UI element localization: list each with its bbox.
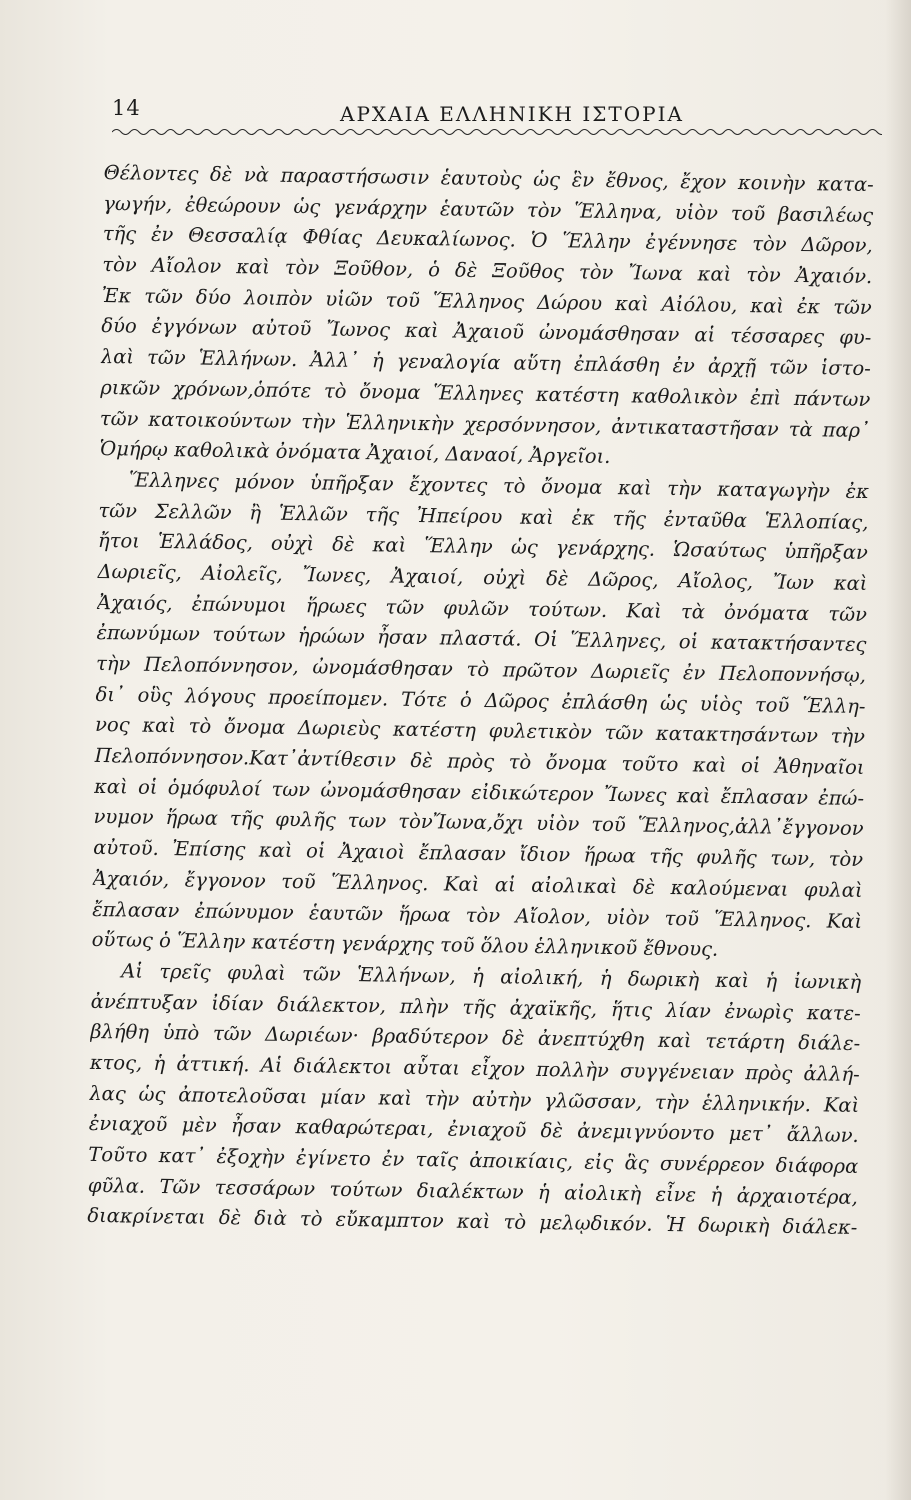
- text-line: Ἀχαιόν, ἔγγονον τοῦ Ἕλληνος. Καὶ αἱ αἰολικαὶ δὲ καλούμεναι φυλαὶ: [92, 866, 863, 902]
- text-line: λαὶ τῶν Ἑλλήνων. Ἀλλ᾽ ἡ γεναλογία αὕτη ἐπλάσθη ἐν ἀρχῇ τῶν ἱστο-: [100, 345, 871, 381]
- running-title: ΑΡΧΑΙΑ ΕΛΛΗΝΙΚΗ ΙΣΤΟΡΙΑ: [340, 102, 684, 126]
- body-text: [87, 158, 874, 1244]
- text-line: Πελοπόννησον.Κατ᾽ἀντίθεσιν δὲ πρὸς τὸ ὄνομα τοῦτο καὶ οἱ Ἀθηναῖοι: [94, 743, 865, 780]
- text-line: Θέλοντες δὲ νὰ παραστήσωσιν ἑαυτοὺς ὡς ἓν ἔθνος, ἔχον κοινὴν κατα-: [103, 160, 874, 197]
- text-line: ἔπλασαν ἐπώνυμον ἑαυτῶν ἥρωα τὸν Αἴολον, υἱὸν τοῦ Ἕλληνος. Καὶ: [92, 897, 863, 933]
- text-line: Αἱ τρεῖς φυλαὶ τῶν Ἑλλήνων, ἡ αἰολική, ἡ δωρικὴ καὶ ἡ ἰωνικὴ: [121, 959, 862, 994]
- text-line: νος καὶ τὸ ὄνομα Δωριεὺς κατέστη φυλετικὸν τῶν κατακτησάντων τὴν: [94, 713, 866, 749]
- text-line: νυμον ἥρωα τῆς φυλῆς των τὸνἼωνα,ὄχι υἱὸν τοῦ Ἕλληνος,ἀλλ᾽ἔγγονον: [93, 805, 864, 841]
- text-line: ρικῶν χρόνων,ὁπότε τὸ ὄνομα Ἕλληνες κατέστη καθολικὸν ἐπὶ πάντων: [100, 375, 871, 411]
- text-line: Ἐκ τῶν δύο λοιπὸν υἱῶν τοῦ Ἕλληνος Δώρου καὶ Αἰόλου, καὶ ἐκ τῶν: [101, 283, 872, 319]
- page-header: [108, 96, 888, 128]
- text-line: βλήθη ὑπὸ τῶν Δωριέων· βραδύτερον δὲ ἀνεπτύχθη καὶ τετάρτη διάλε-: [90, 1020, 861, 1056]
- text-line: διακρίνεται δὲ διὰ τὸ εὔκαμπτον καὶ τὸ μελῳδικόν. Ἡ δωρικὴ διάλεκ-: [87, 1204, 858, 1240]
- text-line: Δωριεῖς, Αἰολεῖς, Ἴωνες, Ἀχαιοί, οὐχὶ δὲ Δῶρος, Αἴολος, Ἴων καὶ: [97, 559, 868, 595]
- text-line: καὶ οἱ ὁμόφυλοί των ὠνομάσθησαν εἰδικώτερον Ἴωνες καὶ ἔπλασαν ἐπώ-: [93, 774, 865, 810]
- text-line: Ἀχαιός, ἐπώνυμοι ἥρωες τῶν φυλῶν τούτων. Καὶ τὰ ὀνόματα τῶν: [96, 590, 868, 626]
- text-line: τῆς ἐν Θεσσαλίᾳ Φθίας Δευκαλίωνος. Ὁ Ἕλλην ἐγέννησε τὸν Δῶρον,: [102, 222, 873, 258]
- text-line: δύο ἐγγόνων αὐτοῦ Ἴωνος καὶ Ἀχαιοῦ ὠνομάσθησαν αἱ τέσσαρες φυ-: [101, 314, 872, 350]
- text-line: τῶν κατοικούντων τὴν Ἑλληνικὴν χερσόννησον, ἀντικαταστῆσαν τὰ παρ᾽: [99, 406, 871, 442]
- text-line: Ἕλληνες μόνον ὑπῆρξαν ἔχοντες τὸ ὄνομα καὶ τὴν καταγωγὴν ἐκ: [128, 468, 870, 503]
- text-line: γωγήν, ἐθεώρουν ὡς γενάρχην ἑαυτῶν τὸν Ἕλληνα, υἱὸν τοῦ βασιλέως: [103, 191, 874, 227]
- text-line: λας ὡς ἀποτελοῦσαι μίαν καὶ τὴν αὐτὴν γλῶσσαν, τὴν ἑλληνικήν. Καὶ: [89, 1081, 860, 1117]
- text-line: ἐπωνύμων τούτων ἡρώων ἦσαν πλαστά. Οἱ Ἕλληνες, οἱ κατακτήσαντες: [96, 621, 867, 657]
- text-line: οὕτως ὁ Ἕλλην κατέστη γενάρχης τοῦ ὅλου ἑλληνικοῦ ἔθνους.: [91, 928, 719, 961]
- text-line: ἐνιαχοῦ μὲν ἦσαν καθαρώτεραι, ἐνιαχοῦ δὲ ἀνεμιγνύοντο μετ᾽ ἄλλων.: [88, 1112, 859, 1148]
- text-line: τὴν Πελοπόννησον, ὠνομάσθησαν τὸ πρῶτον Δωριεῖς ἐν Πελοποννήσῳ,: [95, 651, 867, 688]
- text-line: τῶν Σελλῶν ἢ Ἑλλῶν τῆς Ἠπείρου καὶ ἐκ τῆς ἐνταῦθα Ἑλλοπίας,: [98, 498, 869, 534]
- text-line: Ὁμήρῳ καθολικὰ ὀνόματα Ἀχαιοί, Δαναοί, Ἀργεῖοι.: [99, 437, 611, 469]
- text-line: αὐτοῦ. Ἐπίσης καὶ οἱ Ἀχαιοὶ ἔπλασαν ἴδιον ἥρωα τῆς φυλῆς των, τὸν: [92, 836, 864, 872]
- text-line: ἀνέπτυξαν ἰδίαν διάλεκτον, πλὴν τῆς ἀχαϊκῆς, ἥτις λίαν ἐνωρὶς κατε-: [90, 989, 861, 1025]
- text-line: φῦλα. Τῶν τεσσάρων τούτων διαλέκτων ἡ αἰολικὴ εἶνε ἡ ἀρχαιοτέρα,: [87, 1173, 858, 1209]
- text-line: Τοῦτο κατ᾽ ἐξοχὴν ἐγίνετο ἐν ταῖς ἀποικίαις, εἰς ἃς συνέρρεον διάφορα: [88, 1142, 859, 1178]
- text-line: ἤτοι Ἑλλάδος, οὐχὶ δὲ καὶ Ἕλλην ὡς γενάρχης. Ὡσαύτως ὑπῆρξαν: [97, 529, 869, 565]
- page-edge-shadow: [885, 0, 911, 1500]
- page-number: 14: [112, 96, 141, 120]
- text-line: δι᾽ οὓς λόγους προείπομεν. Τότε ὁ Δῶρος ἐπλάσθη ὡς υἱὸς τοῦ Ἕλλη-: [95, 682, 866, 718]
- text-line: κτος, ἡ ἀττική. Αἱ διάλεκτοι αὗται εἶχον πολλὴν συγγένειαν πρὸς ἀλλή-: [89, 1050, 860, 1086]
- decorative-wavy-rule: [112, 125, 882, 139]
- text-line: τὸν Αἴολον καὶ τὸν Ξοῦθον, ὁ δὲ Ξοῦθος τὸν Ἴωνα καὶ τὸν Ἀχαιόν.: [102, 253, 873, 289]
